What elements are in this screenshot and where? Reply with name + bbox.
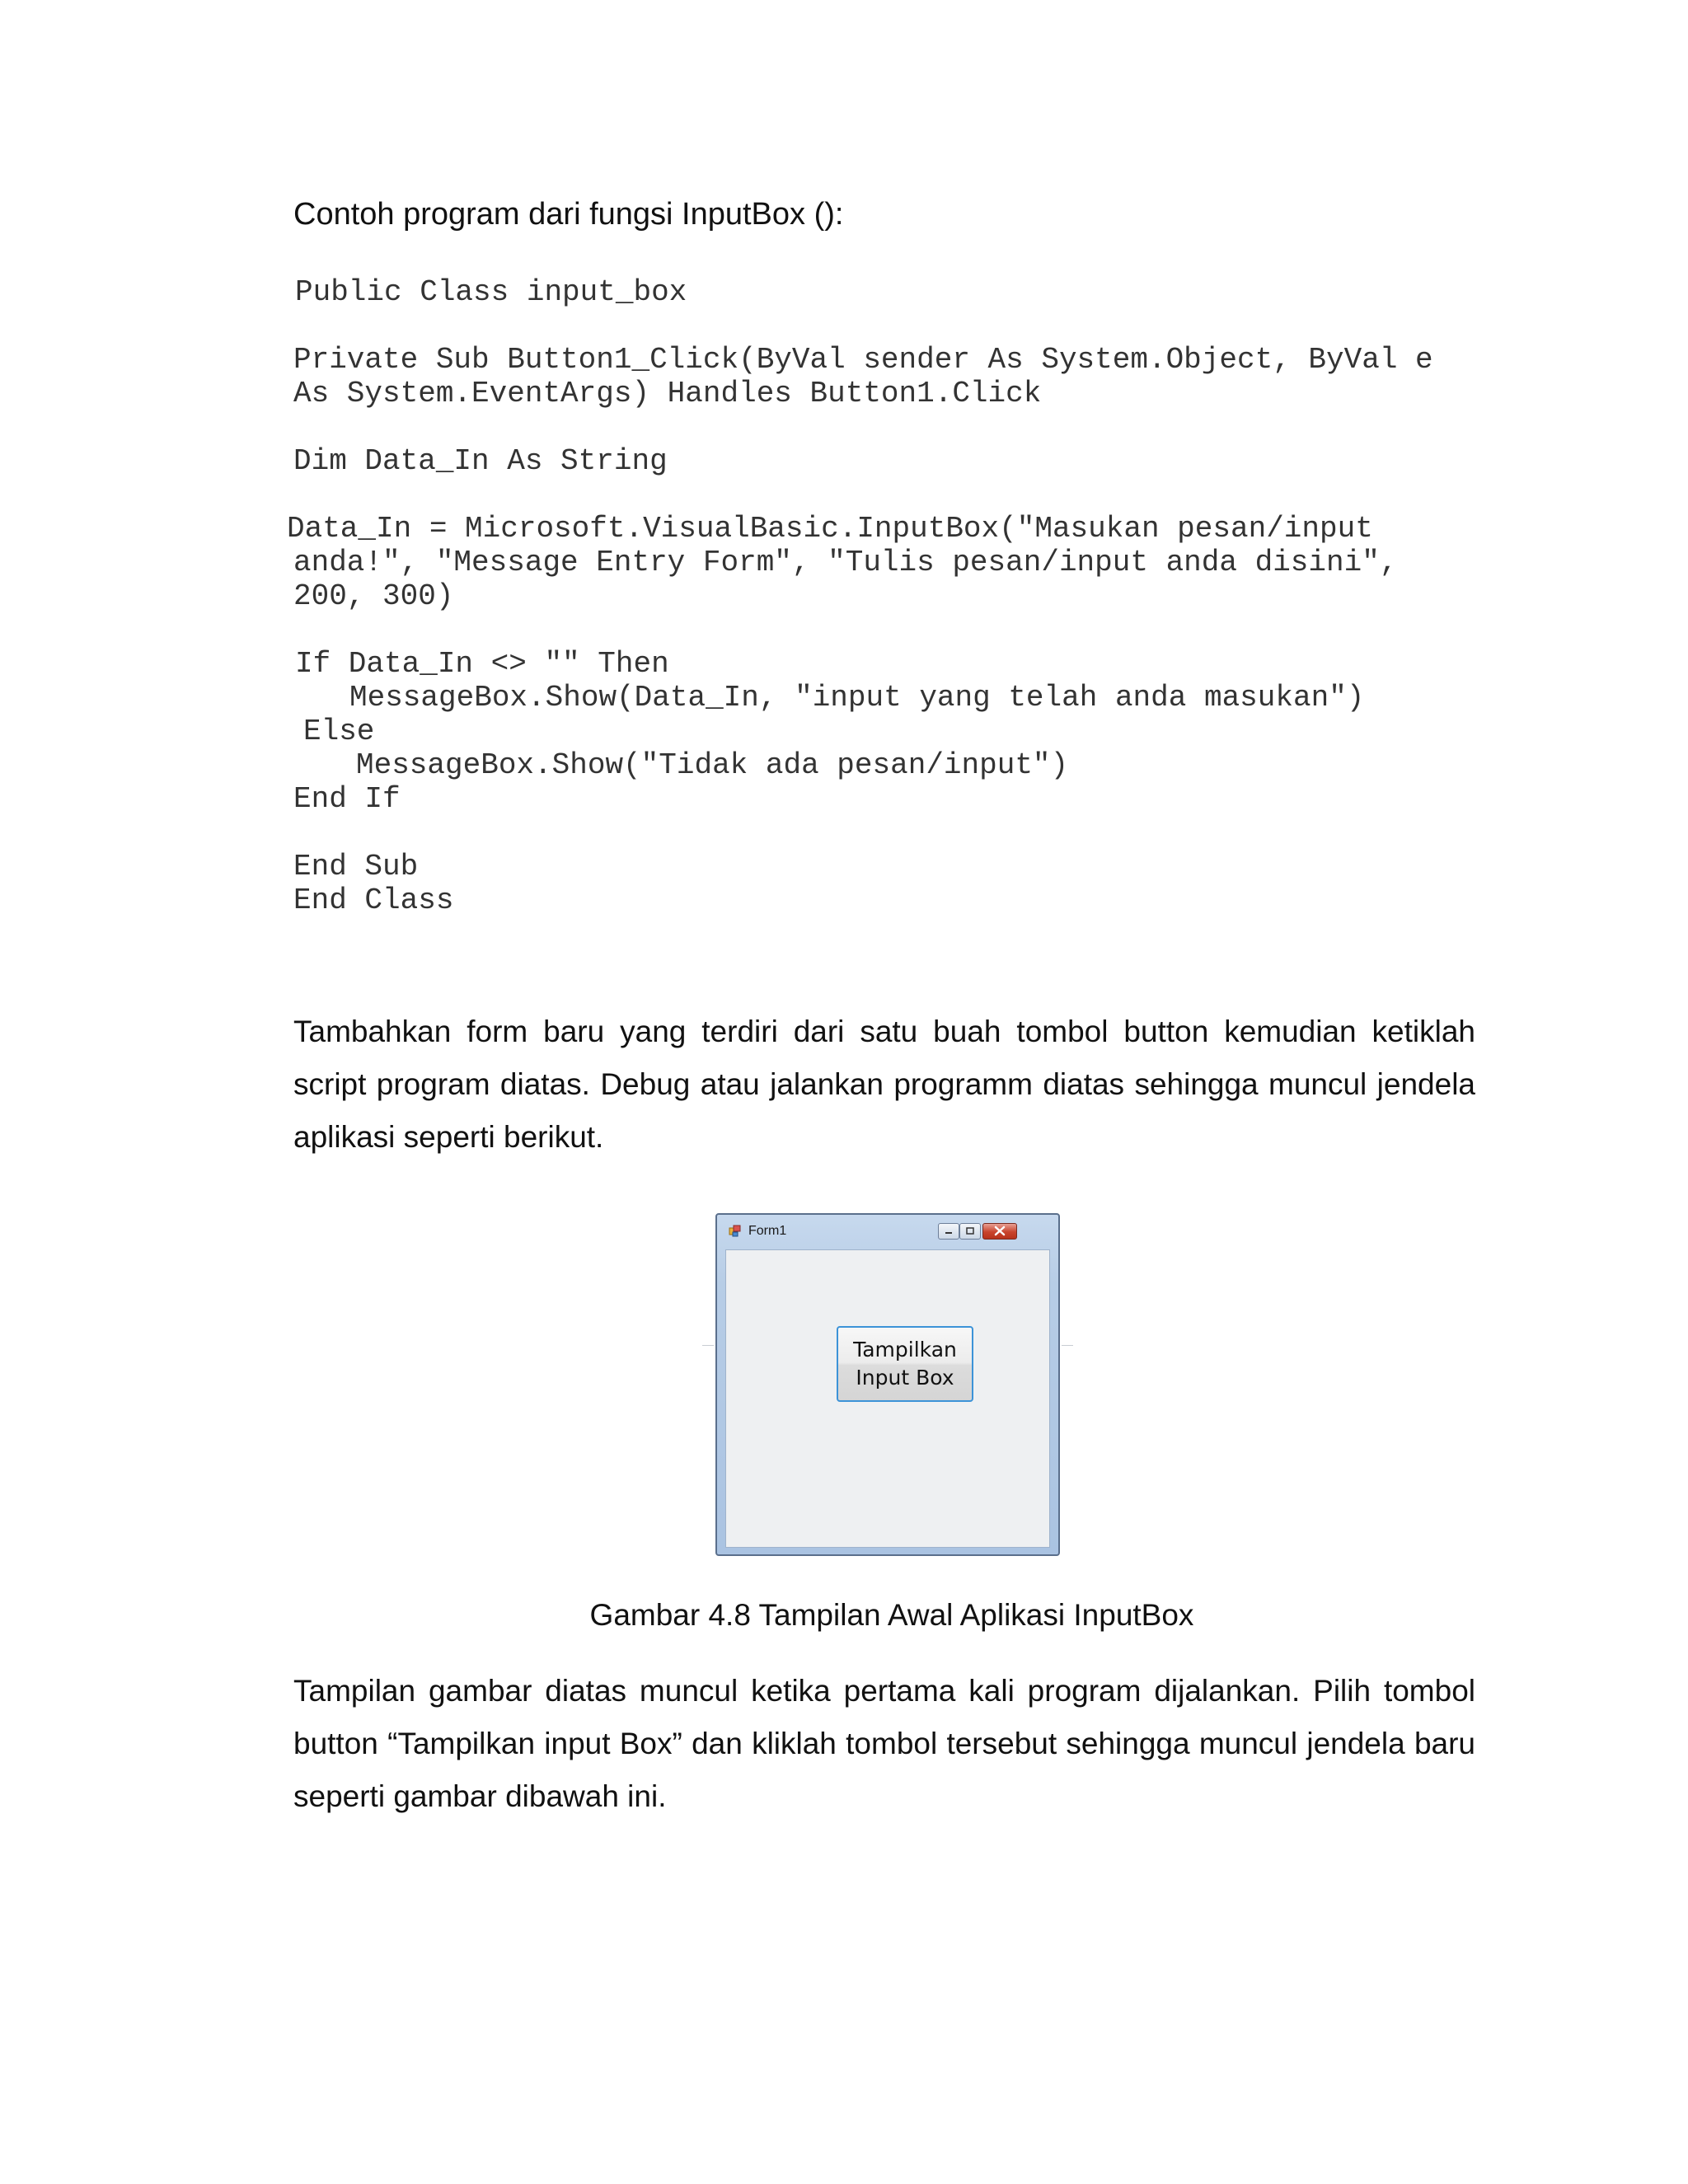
code-line: End If bbox=[293, 782, 401, 816]
tampilkan-input-box-button[interactable] bbox=[837, 1326, 973, 1402]
code-line: Dim Data_In As String bbox=[293, 444, 668, 478]
instruction-paragraph: Tambahkan form baru yang terdiri dari satu buah tombol button kemudian ketiklah script program diatas. Debug atau jalankan programm diatas sehingga muncul jendela aplikasi seperti berikut. bbox=[293, 1015, 1475, 1154]
code-line: MessageBox.Show(Data_In, "input yang telah anda masukan") bbox=[349, 681, 1365, 715]
button-label-line: Input Box bbox=[856, 1366, 954, 1390]
code-line: End Sub bbox=[293, 850, 419, 883]
intro-text: Contoh program dari fungsi InputBox (): bbox=[293, 197, 844, 232]
figure-guide-line bbox=[1062, 1345, 1073, 1346]
code-line: Public Class input_box bbox=[295, 275, 687, 309]
code-line: End Class bbox=[293, 883, 454, 917]
code-line: Else bbox=[303, 715, 375, 748]
maximize-icon bbox=[960, 1224, 980, 1239]
window-client-area bbox=[725, 1249, 1050, 1548]
window-title: Form1 bbox=[748, 1224, 787, 1238]
explanation-paragraph: Tampilan gambar diatas muncul ketika pertama kali program dijalankan. Pilih tombol button “Tampilkan input Box” dan kliklah tombol tersebut sehingga muncul jendela baru seperti gambar dibawah ini. bbox=[293, 1674, 1475, 1813]
window-titlebar bbox=[717, 1215, 1058, 1248]
button-label-line: Tampilkan bbox=[853, 1338, 957, 1361]
code-line: anda!", "Message Entry Form", "Tulis pesan/input anda disini", bbox=[293, 546, 1398, 579]
close-icon bbox=[983, 1224, 1016, 1239]
code-line: MessageBox.Show("Tidak ada pesan/input") bbox=[356, 748, 1069, 782]
form1-window-figure bbox=[715, 1213, 1060, 1556]
figure-guide-line bbox=[702, 1345, 714, 1346]
maximize-button[interactable] bbox=[959, 1223, 981, 1240]
close-button[interactable] bbox=[982, 1223, 1017, 1240]
minimize-icon bbox=[939, 1224, 959, 1239]
code-line: Private Sub Button1_Click(ByVal sender As System.Object, ByVal e bbox=[293, 343, 1433, 377]
figure-caption: Gambar 4.8 Tampilan Awal Aplikasi InputBox bbox=[589, 1598, 1194, 1632]
windows-form-icon bbox=[729, 1225, 742, 1238]
code-line: As System.EventArgs) Handles Button1.Click bbox=[293, 377, 1042, 410]
minimize-button[interactable] bbox=[938, 1223, 959, 1240]
code-line: 200, 300) bbox=[293, 579, 454, 613]
code-line: If Data_In <> "" Then bbox=[295, 647, 669, 681]
code-line: Data_In = Microsoft.VisualBasic.InputBox("Masukan pesan/input bbox=[287, 512, 1373, 546]
